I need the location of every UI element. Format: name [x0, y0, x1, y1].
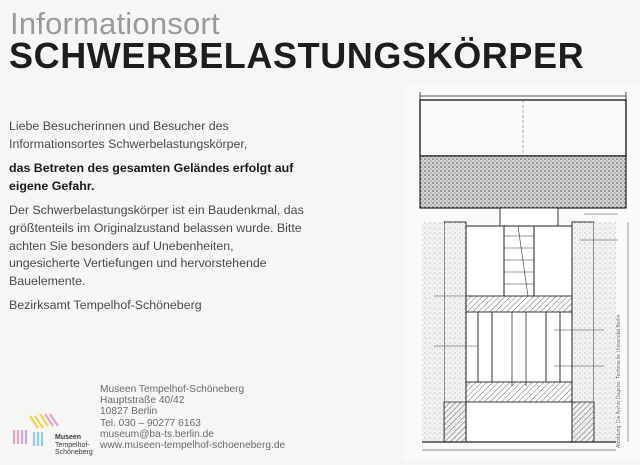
- museum-email[interactable]: museum@ba-ts.berlin.de: [100, 428, 214, 440]
- greeting: [9, 118, 304, 153]
- logo-text: [55, 434, 93, 457]
- signature: Bezirksamt Tempelhof-Schöneberg: [9, 298, 202, 313]
- logo-line-1: Museen: [55, 434, 82, 441]
- museum-phone: Tel. 030 – 90277 6163: [100, 417, 201, 429]
- museum-website[interactable]: www.museen-tempelhof-schoeneberg.de: [100, 440, 286, 452]
- museum-name: Museen Tempelhof-Schöneberg: [100, 384, 245, 395]
- cross-section-drawing: [404, 86, 640, 460]
- pre-title: Informationsort: [10, 6, 220, 41]
- logo-line-3: Schöneberg: [55, 449, 93, 457]
- museum-street: Hauptstraße 40/42: [100, 395, 185, 407]
- museum-city: 10827 Berlin: [100, 406, 158, 418]
- logo-line-2: Tempelhof-: [55, 441, 90, 449]
- page-title: SCHWERBELASTUNGSKÖRPER: [9, 35, 585, 76]
- museum-contact: [100, 384, 285, 451]
- info-text: Der Schwerbelastungskörper ist ein Baudenkmal, das größtenteils im Originalzustand belassen wurde. Bitte achten Sie besonders auf Unebenheiten, ungesicherte Vertiefungen und hervorstehende Bauelemente.: [9, 203, 304, 288]
- greeting-line-2: Informationsortes Schwerbelastungskörper,: [9, 136, 248, 151]
- drawing-credit: Abbildung: Die Archiv Degebo, Technische Universität Berlin: [616, 314, 622, 448]
- museum-logo: [10, 410, 92, 458]
- notice-text: [9, 118, 304, 322]
- technical-drawing: [404, 86, 640, 460]
- greeting-line-1: Liebe Besucherinnen und Besucher des: [9, 119, 229, 133]
- warning-text: das Betreten des gesamten Geländes erfolgt auf eigene Gefahr.: [9, 161, 294, 193]
